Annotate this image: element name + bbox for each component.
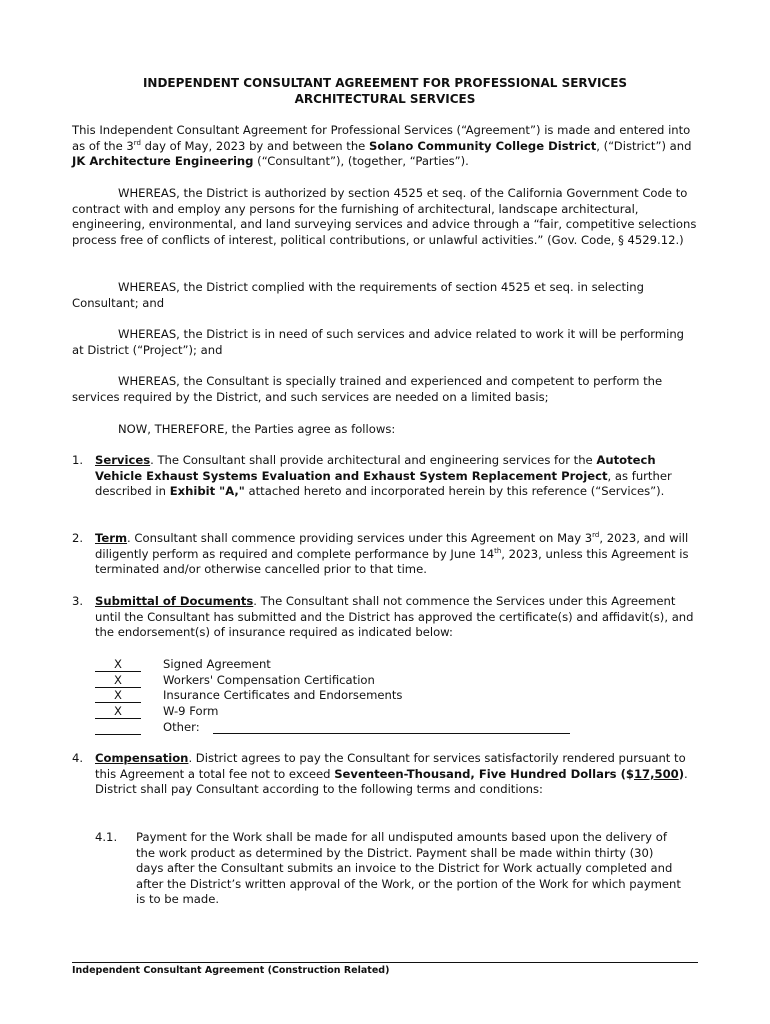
amount-value: 17,500 bbox=[633, 766, 679, 781]
section-3-submittal bbox=[95, 594, 698, 641]
intro-text-4: (“Consultant”), (together, “Parties”). bbox=[253, 154, 469, 169]
section-3-number: 3. bbox=[72, 594, 84, 608]
title-line-1: INDEPENDENT CONSULTANT AGREEMENT FOR PROFESSIONAL SERVICES bbox=[142, 76, 628, 90]
checklist-mark[interactable]: X bbox=[95, 657, 141, 672]
footer-divider bbox=[72, 962, 698, 963]
checklist-mark[interactable] bbox=[95, 720, 141, 735]
section-1-text-1: . The Consultant shall provide architectural and engineering services for the bbox=[150, 453, 597, 467]
section-3-text-1: . The Consultant shall not commence the Services under this Agreement until the Consultant has submitted and the District has approved the certificate(s) and affidavit(s), and the endorsement(s) of insurance required as indicated below: bbox=[95, 594, 694, 640]
district-name: Solano Community College District bbox=[369, 138, 597, 153]
section-1-services bbox=[95, 453, 698, 500]
section-2-text-3: , 2023, unless this Agreement is terminated and/or otherwise cancelled prior to that time. bbox=[95, 546, 689, 577]
section-4-number: 4. bbox=[72, 751, 84, 765]
section-3-heading: Submittal of Documents bbox=[95, 594, 254, 608]
section-2-sup-1: rd bbox=[592, 531, 600, 540]
section-4-text-1: . District agrees to pay the Consultant for services satisfactorily rendered pursuant to this Agreement a total fee not to exceed bbox=[95, 751, 686, 781]
intro-sup: rd bbox=[133, 138, 141, 147]
project-name: Autotech Vehicle Exhaust Systems Evaluation and Exhaust System Replacement Project bbox=[95, 453, 656, 483]
consultant-name: JK Architecture Engineering bbox=[72, 154, 254, 169]
checklist-label: Insurance Certificates and Endorsements bbox=[163, 688, 403, 702]
checklist-label: Signed Agreement bbox=[163, 657, 271, 671]
whereas-paragraph-4: WHEREAS, the Consultant is specially trained and experienced and competent to perform the services required by the District, and such services are needed on a limited basis; bbox=[72, 374, 663, 404]
checklist-mark[interactable]: X bbox=[95, 704, 141, 719]
section-2-sup-2: th bbox=[494, 546, 502, 555]
section-4-1-number: 4.1. bbox=[95, 830, 118, 844]
section-2-text-2: , 2023, and will diligently perform as required and complete performance by June 14 bbox=[95, 531, 689, 561]
whereas-paragraph-3: WHEREAS, the District is in need of such services and advice related to work it will be performing at District (“Project”); and bbox=[72, 327, 685, 357]
whereas-paragraph-2: WHEREAS, the District complied with the requirements of section 4525 et seq. in selecting Consultant; and bbox=[72, 280, 644, 310]
section-1-text-2: , as further described in bbox=[95, 468, 672, 499]
intro-text-2: day of May, 2023 by and between the bbox=[140, 138, 370, 153]
intro-paragraph bbox=[72, 123, 698, 170]
now-therefore-paragraph: NOW, THEREFORE, the Parties agree as follows: bbox=[118, 422, 396, 436]
checklist-label: Workers' Compensation Certification bbox=[163, 673, 375, 687]
intro-text-1: This Independent Consultant Agreement for Professional Services (“Agreement”) is made and entered into as of the 3 bbox=[72, 123, 691, 153]
checklist-label: Other: bbox=[163, 720, 200, 734]
other-fill-in-line[interactable] bbox=[213, 733, 570, 734]
intro-text-3: , (“District”) and bbox=[596, 138, 692, 153]
exhibit-reference: Exhibit "A," bbox=[169, 484, 245, 499]
whereas-paragraph-1: WHEREAS, the District is authorized by section 4525 et seq. of the California Government Code to contract with and employ any persons for the furnishing of architectural, landscape architectural, engineering, environmental, and land surveying services and advice through a “fair, competitive selections process free of conflicts of interest, political contributions, or unlawful activities.” (Gov. Code, § 4529.12.) bbox=[72, 186, 697, 247]
section-1-heading: Services bbox=[95, 453, 151, 467]
section-4-text-2: . District shall pay Consultant according to the following terms and conditions: bbox=[95, 766, 688, 797]
section-4-compensation bbox=[95, 751, 698, 798]
amount-close: ) bbox=[678, 766, 685, 781]
amount-words: Seventeen-Thousand, Five Hundred Dollars ($ bbox=[334, 766, 634, 781]
checklist-mark[interactable]: X bbox=[95, 673, 141, 688]
section-2-text-1: . Consultant shall commence providing services under this Agreement on May 3 bbox=[127, 531, 593, 545]
page-footer: Independent Consultant Agreement (Construction Related) bbox=[72, 965, 390, 976]
document-title bbox=[72, 75, 698, 107]
checklist-label: W-9 Form bbox=[163, 704, 219, 718]
section-2-term bbox=[95, 531, 698, 578]
checklist-mark[interactable]: X bbox=[95, 688, 141, 703]
section-4-1-payment: Payment for the Work shall be made for all undisputed amounts based upon the delivery of the work product as determined by the District. Payment shall be made within thirty (30) days after the Consultant submits an invoice to the District for Work actually completed and after the District’s written approval of the Work, or the portion of the Work for which payment is to be made. bbox=[136, 830, 681, 907]
title-line-2: ARCHITECTURAL SERVICES bbox=[294, 92, 476, 106]
section-1-text-3: attached hereto and incorporated herein by this reference (“Services”). bbox=[244, 484, 665, 499]
section-2-heading: Term bbox=[95, 531, 128, 545]
section-4-heading: Compensation bbox=[95, 751, 189, 765]
section-2-number: 2. bbox=[72, 531, 84, 545]
section-1-number: 1. bbox=[72, 453, 84, 467]
